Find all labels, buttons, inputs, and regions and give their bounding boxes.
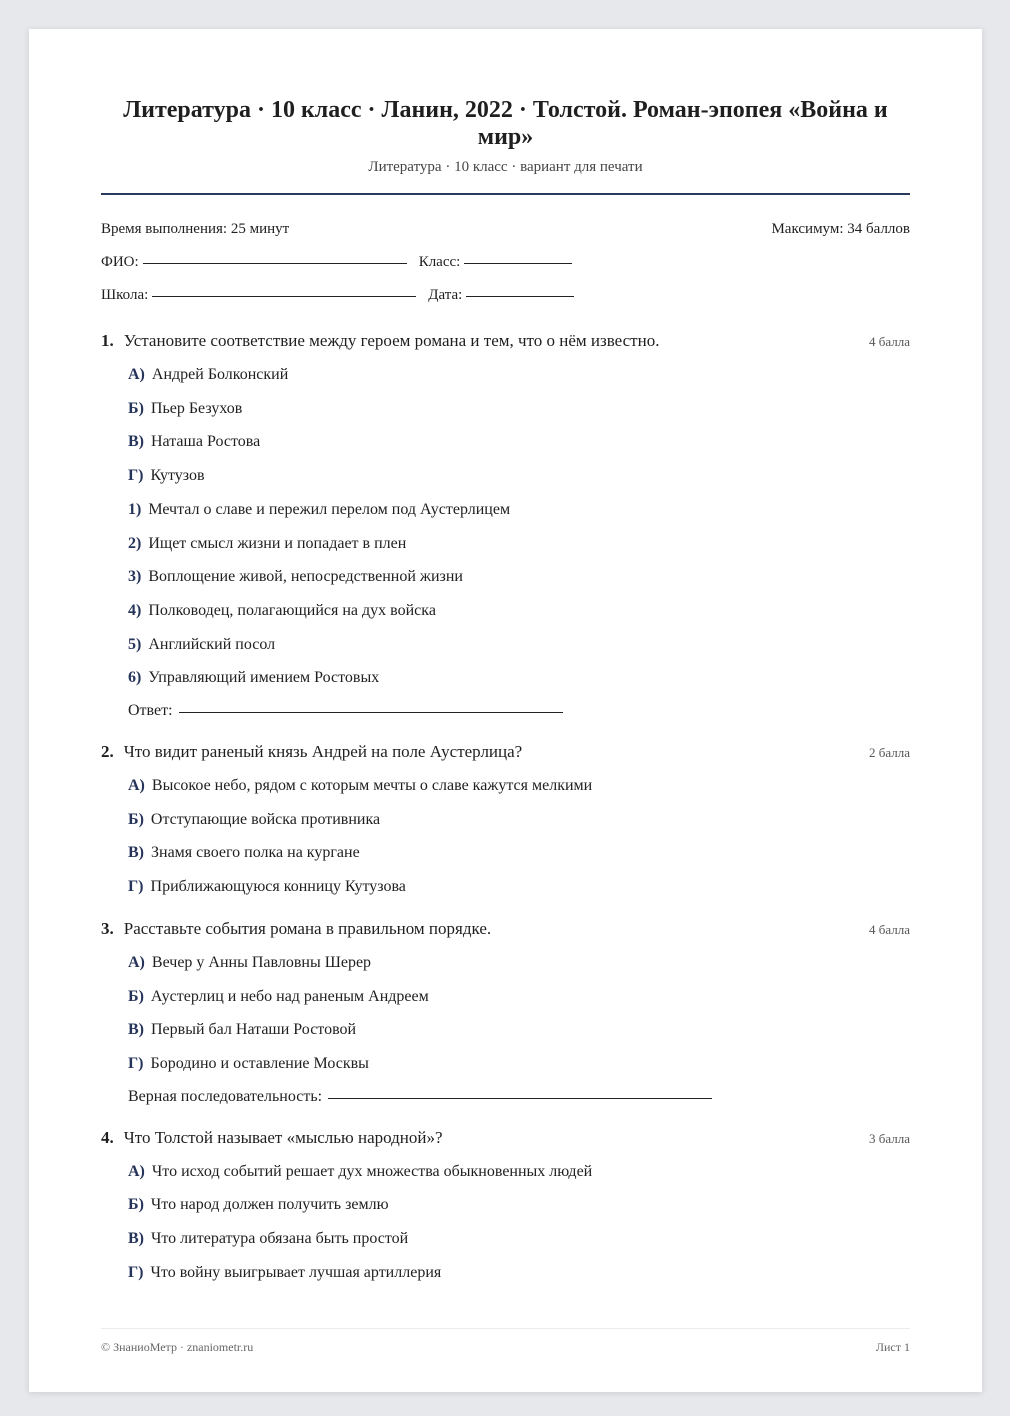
question-4 (101, 1128, 910, 1283)
option-a: А) Высокое небо, рядом с которым мечты о славе кажутся мелкими (128, 777, 593, 795)
option-b: Б) Аустерлиц и небо над раненым Андреем (128, 987, 429, 1005)
answer-label: Верная последовательность: (128, 1087, 323, 1105)
question-text: Расставьте события романа в правильном порядке. (123, 918, 492, 938)
option-g: Г) Бородино и оставление Москвы (128, 1054, 369, 1072)
answer-field[interactable] (328, 1098, 712, 1099)
option-b: Б) Отступающие войска противника (128, 810, 381, 828)
answer-field[interactable] (179, 712, 563, 713)
option-3: 3) Воплощение живой, непосредственной жизни (128, 568, 463, 586)
option-a: А) Андрей Болконский (128, 366, 289, 383)
question-number: 4. (101, 1127, 114, 1147)
question-1 (101, 331, 910, 720)
page-footer (101, 1328, 910, 1355)
option-v: В) Первый бал Наташи Ростовой (128, 1021, 357, 1039)
test-sheet (29, 29, 982, 1392)
option-g: Г) Кутузов (128, 467, 205, 485)
max-score: Максимум: 34 баллов (771, 221, 910, 237)
date-label: Дата: (428, 287, 463, 303)
option-6: 6) Управляющий имением Ростовых (128, 669, 380, 687)
footer-page-number: Лист 1 (875, 1340, 910, 1354)
question-text: Что видит раненый князь Андрей на поле Аустерлица? (123, 742, 523, 762)
test-meta (101, 221, 910, 238)
option-v: В) Наташа Ростова (128, 433, 261, 451)
question-points: 4 балла (869, 921, 910, 937)
option-v: В) Что литература обязана быть простой (128, 1230, 409, 1248)
question-points: 2 балла (869, 745, 910, 761)
page-title: Литература · 10 класс · Ланин, 2022 · Толстой. Роман-эпопея «Война и мир» (123, 97, 888, 150)
question-number: 3. (101, 918, 114, 938)
answer-row (128, 1088, 910, 1106)
option-g: Г) Что войну выигрывает лучшая артиллерия (128, 1263, 442, 1281)
date-field[interactable] (466, 295, 574, 297)
option-1: 1) Мечтал о славе и пережил перелом под Аустерлицем (128, 500, 511, 518)
page-subtitle: Литература · 10 класс · вариант для печати (368, 159, 643, 175)
school-label: Школа: (101, 287, 149, 303)
question-3 (101, 919, 910, 1106)
option-a: А) Что исход событий решает дух множества обыкновенных людей (128, 1162, 593, 1180)
option-a: А) Вечер у Анны Павловны Шерер (128, 953, 372, 971)
question-number: 2. (101, 742, 114, 762)
footer-copyright: © ЗнаниоМетр · znaniometr.ru (101, 1340, 254, 1354)
time-limit: Время выполнения: 25 минут (101, 221, 290, 237)
question-text: Установите соответствие между героем романа и тем, что о нём известно. (123, 331, 660, 350)
option-2: 2) Ищет смысл жизни и попадает в плен (128, 534, 407, 552)
name-label: ФИО: (101, 254, 139, 270)
answer-row (128, 702, 910, 720)
option-5: 5) Английский посол (128, 635, 276, 653)
name-field[interactable] (143, 262, 407, 264)
option-4: 4) Полководец, полагающийся на дух войска (128, 601, 436, 619)
answer-label: Ответ: (128, 702, 173, 720)
question-text: Что Толстой называет «мыслью народной»? (123, 1127, 443, 1147)
question-points: 3 балла (869, 1130, 910, 1146)
option-b: Б) Что народ должен получить землю (128, 1196, 389, 1214)
header-divider (101, 193, 910, 195)
student-fields (101, 254, 910, 304)
option-g: Г) Приближающуюся конницу Кутузова (128, 878, 406, 896)
class-label: Класс: (418, 254, 461, 270)
question-number: 1. (101, 331, 114, 350)
question-2 (101, 742, 910, 897)
option-v: В) Знамя своего полка на кургане (128, 844, 360, 862)
class-field[interactable] (464, 262, 572, 264)
option-b: Б) Пьер Безухов (128, 399, 243, 417)
school-field[interactable] (152, 295, 416, 297)
question-points: 4 балла (869, 334, 910, 349)
